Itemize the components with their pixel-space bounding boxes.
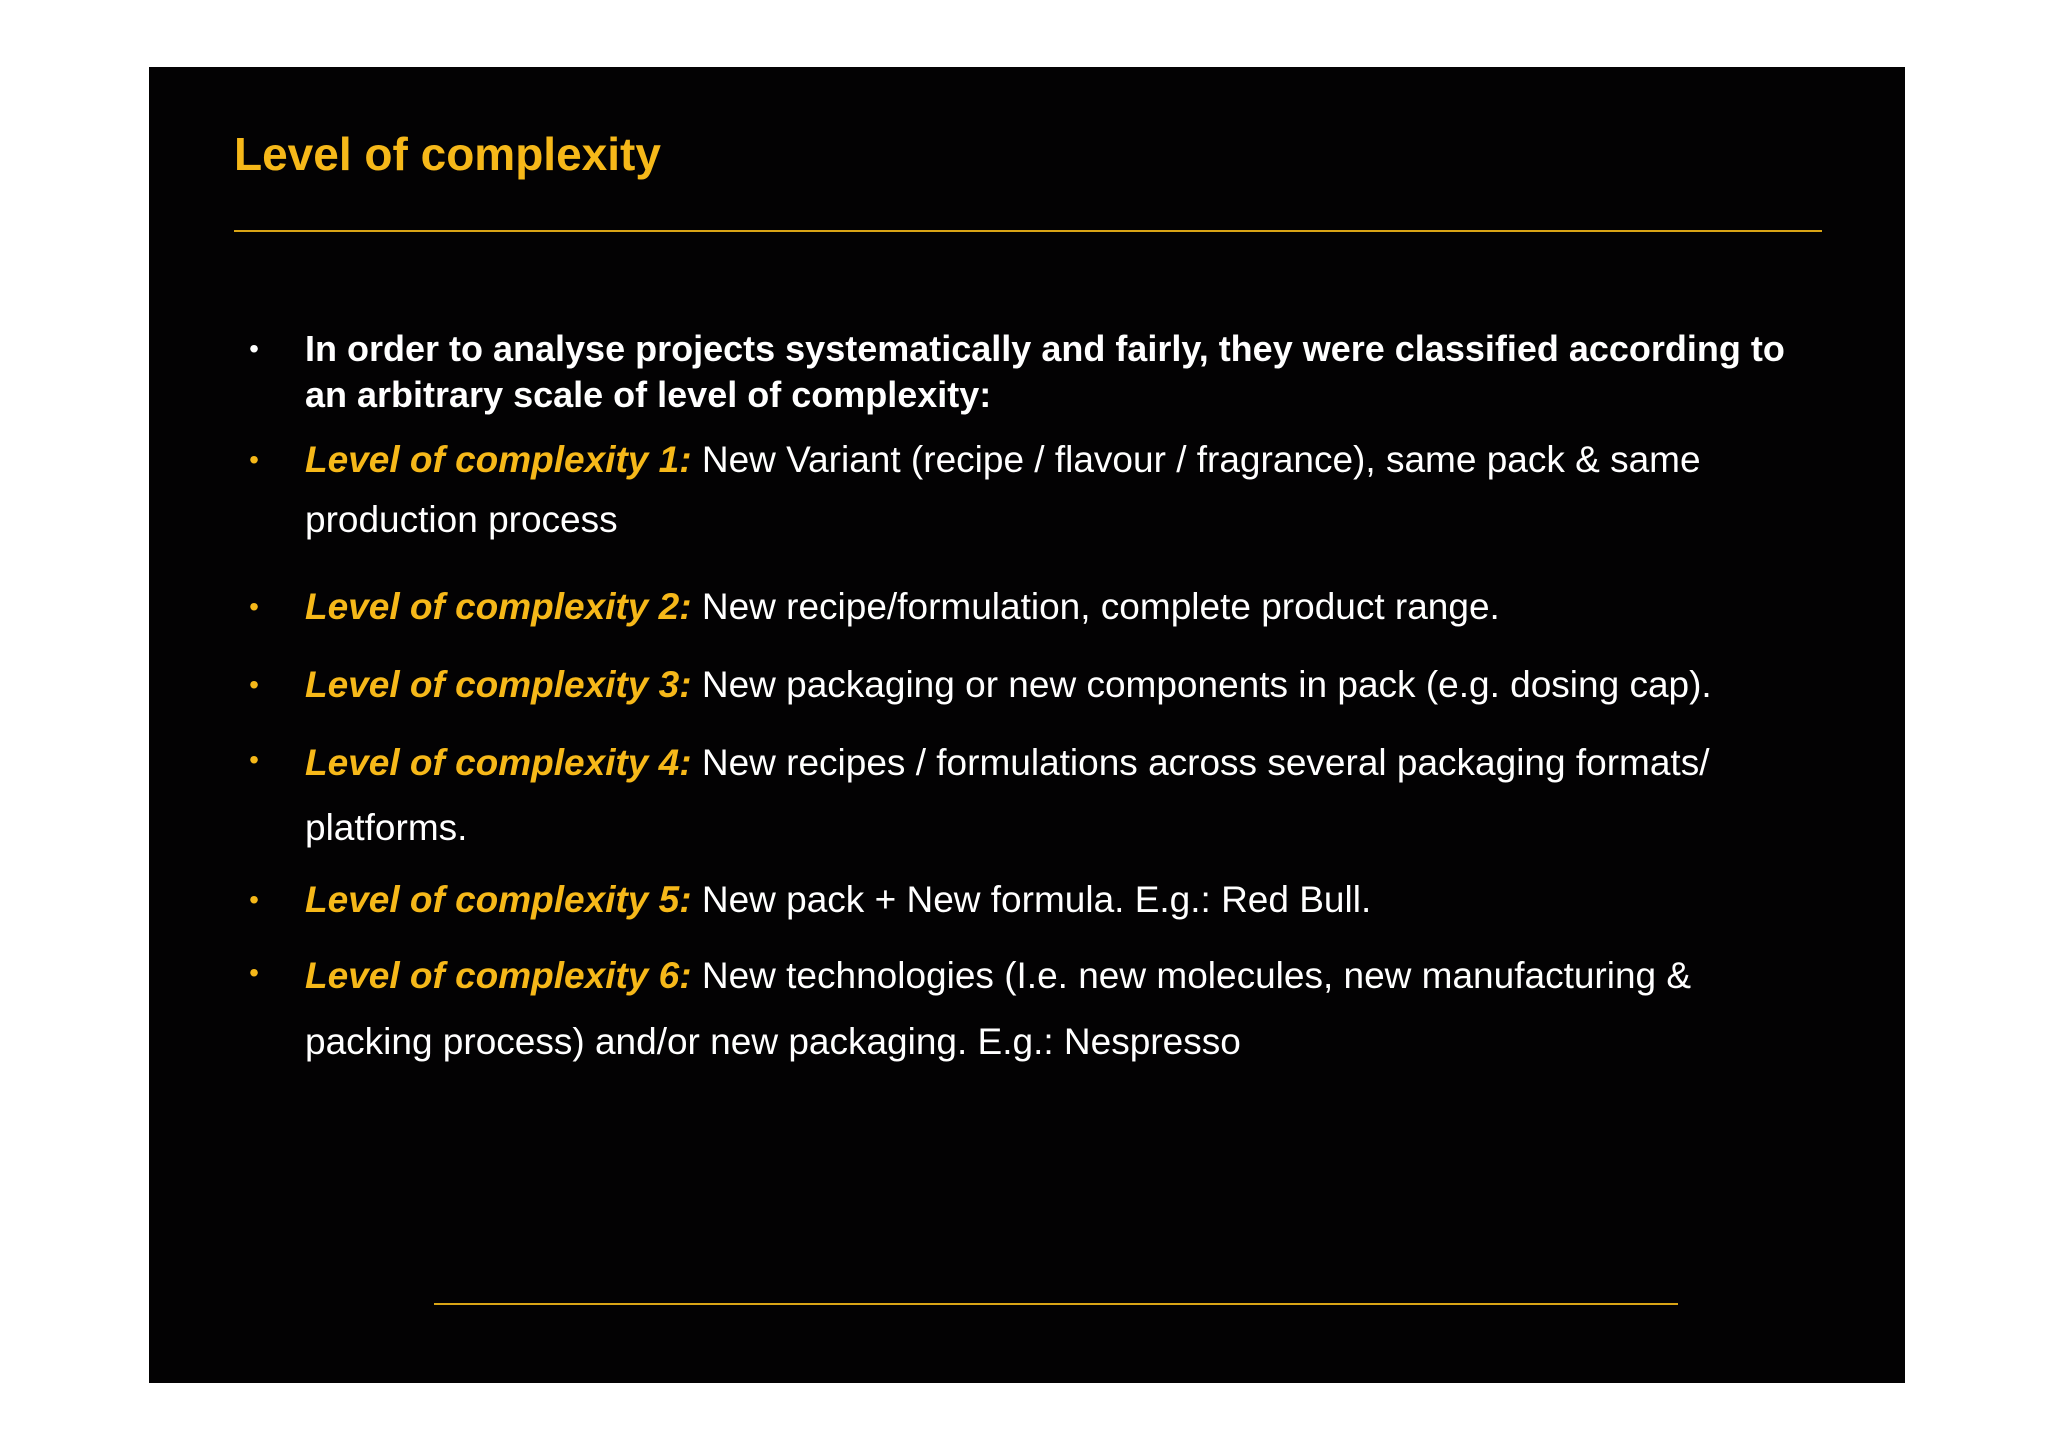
level-label: Level of complexity 2: (305, 586, 692, 627)
bullet-dot: • (249, 333, 259, 364)
level-text (305, 655, 1825, 715)
level-text (305, 430, 1825, 550)
level-description: New recipes / formulations across several packaging formats/ platforms. (305, 742, 1710, 848)
level-label: Level of complexity 6: (305, 955, 692, 996)
bullet-dot: • (249, 744, 259, 775)
bullet-dot: • (249, 591, 259, 622)
title-divider (234, 230, 1822, 232)
level-text (305, 730, 1825, 860)
level-description: New recipe/formulation, complete product range. (691, 586, 1500, 627)
level-text (305, 943, 1825, 1075)
slide-title: Level of complexity (234, 128, 661, 180)
level-label: Level of complexity 4: (305, 742, 692, 783)
level-description: New Variant (recipe / flavour / fragrance), same pack & same production process (305, 439, 1701, 540)
bullet-dot: • (249, 884, 259, 915)
bullet-dot: • (249, 957, 259, 988)
level-label: Level of complexity 3: (305, 664, 692, 705)
bullet-dot: • (249, 444, 259, 475)
level-text (305, 870, 1825, 930)
level-label: Level of complexity 1: (305, 439, 692, 480)
level-text (305, 577, 1825, 637)
level-description: New packaging or new components in pack (e.g. dosing cap). (691, 664, 1712, 705)
footer-divider (434, 1303, 1678, 1305)
intro-text: In order to analyse projects systematically and fairly, they were classified according to an arbitrary scale of level of complexity: (305, 328, 1785, 415)
slide (149, 67, 1905, 1383)
level-label: Level of complexity 5: (305, 879, 692, 920)
level-description: New technologies (I.e. new molecules, new manufacturing & packing process) and/or new packaging. E.g.: Nespresso (305, 955, 1692, 1062)
level-description: New pack + New formula. E.g.: Red Bull. (691, 879, 1372, 920)
bullet-dot: • (249, 669, 259, 700)
